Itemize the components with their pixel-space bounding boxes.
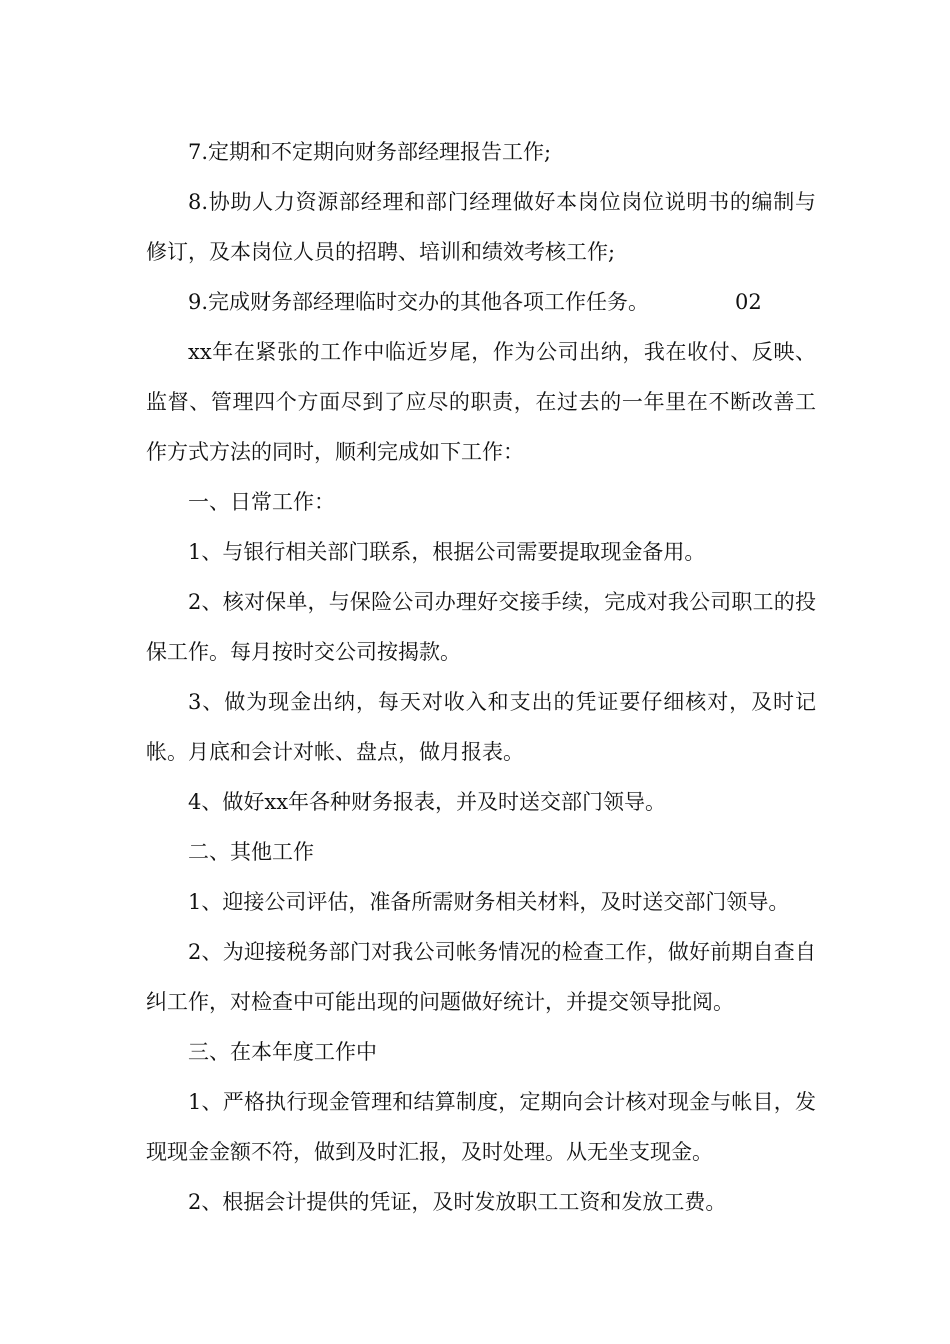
paragraph-item-9: 9.完成财务部经理临时交办的其他各项工作任务。 02 (146, 277, 816, 327)
paragraph-item-8: 8.协助人力资源部经理和部门经理做好本岗位岗位说明书的编制与修订，及本岗位人员的招聘、培训和绩效考核工作; (146, 190, 816, 264)
intro-paragraph: xx年在紧张的工作中临近岁尾，作为公司出纳，我在收付、反映、监督、管理四个方面尽到了应尽的职责，在过去的一年里在不断改善工作方式方法的同时，顺利完成如下工作： (146, 340, 816, 464)
annual-item-2: 2、根据会计提供的凭证，及时发放职工工资和发放工费。 (188, 1190, 727, 1214)
paragraph-item-7: 7.定期和不定期向财务部经理报告工作; (188, 140, 552, 164)
document-body (146, 127, 816, 1227)
annual-item-1: 1、严格执行现金管理和结算制度，定期向会计核对现金与帐目，发现现金金额不符，做到及时汇报，及时处理。从无坐支现金。 (146, 1090, 816, 1164)
section-number: 02 (735, 290, 762, 314)
daily-item-4: 4、做好xx年各种财务报表，并及时送交部门领导。 (188, 790, 667, 814)
section-heading-other: 二、其他工作 (188, 840, 314, 864)
section-heading-annual: 三、在本年度工作中 (188, 1040, 377, 1064)
section-heading-daily: 一、日常工作： (188, 490, 335, 514)
daily-item-1: 1、与银行相关部门联系，根据公司需要提取现金备用。 (188, 540, 706, 564)
other-item-2: 2、为迎接税务部门对我公司帐务情况的检查工作，做好前期自查自纠工作，对检查中可能出现的问题做好统计，并提交领导批阅。 (146, 940, 816, 1014)
daily-item-3: 3、做为现金出纳，每天对收入和支出的凭证要仔细核对，及时记帐。月底和会计对帐、盘点，做月报表。 (146, 690, 816, 764)
daily-item-2: 2、核对保单，与保险公司办理好交接手续，完成对我公司职工的投保工作。每月按时交公司按揭款。 (146, 590, 816, 664)
other-item-1: 1、迎接公司评估，准备所需财务相关材料，及时送交部门领导。 (188, 890, 790, 914)
